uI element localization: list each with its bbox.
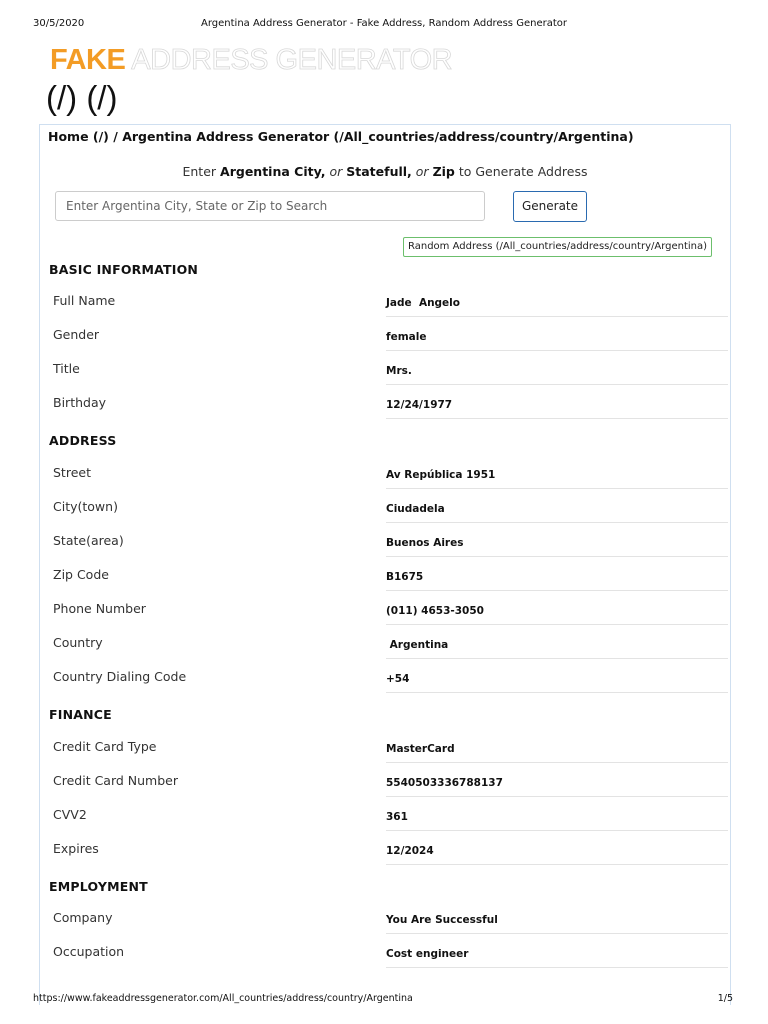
row-divider [386,624,728,625]
detail-label: Company [53,910,113,925]
detail-row [53,807,728,841]
detail-value: +54 [386,673,410,685]
detail-row [53,293,728,327]
section-heading: FINANCE [49,707,112,722]
detail-value: Av República 1951 [386,469,496,481]
detail-label: Phone Number [53,601,146,616]
instr-city: Argentina City, [220,164,326,179]
detail-value: B1675 [386,571,424,583]
detail-row [53,327,728,361]
instr-prefix: Enter [182,164,217,179]
detail-row [53,635,728,669]
detail-row [53,601,728,635]
row-divider [386,933,728,934]
print-footer-url: https://www.fakeaddressgenerator.com/All_countries/address/country/Argentina [33,993,413,1004]
detail-value: 12/2024 [386,845,434,857]
detail-label: Country Dialing Code [53,669,187,684]
row-divider [386,967,728,968]
print-page-number: 1/5 [717,993,733,1004]
detail-value: You Are Successful [386,914,498,926]
detail-row [53,739,728,773]
row-divider [386,830,728,831]
logo-address-generator-text: ADDRESS GENERATOR [125,44,453,76]
detail-value: 5540503336788137 [386,777,503,789]
random-address-button[interactable]: Random Address (/All_countries/address/country/Argentina) [403,237,712,257]
detail-label: Country [53,635,103,650]
row-divider [386,556,728,557]
detail-row [53,841,728,875]
detail-row [53,465,728,499]
row-divider [386,350,728,351]
detail-row [53,567,728,601]
detail-value: 12/24/1977 [386,399,453,411]
detail-row [53,499,728,533]
print-date: 30/5/2020 [33,18,85,29]
detail-row [53,944,728,978]
detail-value: female [386,331,427,343]
row-divider [386,522,728,523]
detail-label: Birthday [53,395,107,410]
generate-button[interactable]: Generate [513,191,587,222]
detail-row [53,533,728,567]
row-divider [386,692,728,693]
detail-value: Cost engineer [386,948,469,960]
row-divider [386,658,728,659]
generator-panel [39,124,731,1005]
section-heading: BASIC INFORMATION [49,262,199,277]
row-divider [386,316,728,317]
detail-label: Credit Card Type [53,739,157,754]
detail-row [53,773,728,807]
detail-value: Ciudadela [386,503,445,515]
detail-label: City(town) [53,499,118,514]
instr-or-1: or [329,164,343,179]
detail-label: Title [53,361,80,376]
search-input[interactable] [55,191,485,221]
logo-fake-text: FAKE [50,44,126,76]
detail-label: State(area) [53,533,124,548]
row-divider [386,864,728,865]
section-heading: ADDRESS [49,433,117,448]
search-instructions [40,164,730,179]
detail-value: (011) 4653-3050 [386,605,484,617]
detail-row [53,669,728,703]
detail-row [53,395,728,429]
instr-suffix: to Generate Address [458,164,588,179]
detail-value: MasterCard [386,743,455,755]
detail-row [53,910,728,944]
logo-links[interactable]: (/) (/) [46,79,118,116]
detail-label: Expires [53,841,99,856]
row-divider [386,590,728,591]
row-divider [386,384,728,385]
breadcrumb-home-link[interactable]: Home (/) [48,129,109,144]
detail-label: Gender [53,327,100,342]
breadcrumb-separator: / [113,129,118,144]
detail-value: 361 [386,811,408,823]
detail-label: Zip Code [53,567,109,582]
detail-row [53,361,728,395]
detail-value: Buenos Aires [386,537,464,549]
breadcrumb-current[interactable]: Argentina Address Generator (/All_countries/address/country/Argentina) [122,129,634,144]
detail-value: Mrs. [386,365,412,377]
print-page-title: Argentina Address Generator - Fake Address, Random Address Generator [201,18,567,29]
instr-state: Statefull, [346,164,412,179]
row-divider [386,762,728,763]
row-divider [386,796,728,797]
detail-value: Argentina [386,639,449,651]
section-heading: EMPLOYMENT [49,879,148,894]
instr-zip: Zip [432,164,455,179]
detail-label: CVV2 [53,807,87,822]
instr-or-2: or [415,164,429,179]
site-logo[interactable] [50,43,452,77]
detail-label: Full Name [53,293,116,308]
detail-value: Jade Angelo [386,297,460,309]
row-divider [386,488,728,489]
row-divider [386,418,728,419]
breadcrumb [48,129,634,144]
detail-label: Street [53,465,91,480]
detail-label: Credit Card Number [53,773,178,788]
detail-label: Occupation [53,944,125,959]
